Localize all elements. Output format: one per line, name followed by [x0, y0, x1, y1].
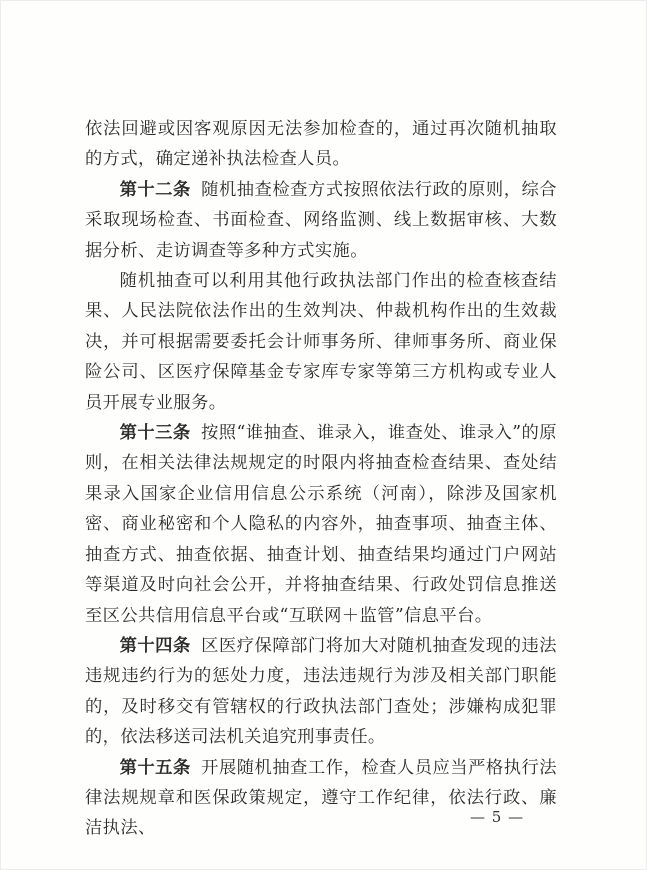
paragraph-article-13	[85, 418, 557, 631]
paragraph-article-12	[85, 175, 557, 266]
paragraph-1-text: 依法回避或因客观原因无法参加检查的，通过再次随机抽取的方式，确定递补执法检查人员。	[85, 119, 557, 170]
paragraph-article-15	[85, 753, 557, 844]
article-12-text: 随机抽查检查方式按照依法行政的原则，综合采取现场检查、书面检查、网络监测、线上数据审核、大数据分析、走访调查等多种方式实施。	[85, 179, 557, 261]
article-14-heading: 第十四条	[119, 635, 191, 656]
article-12-heading: 第十二条	[119, 179, 191, 200]
article-13-text: 按照“谁抽查、谁录入，谁查处、谁录入”的原则，在相关法律法规规定的时限内将抽查检查结果、查处结果录入国家企业信用信息公示系统（河南），除涉及国家机密、商业秘密和个人隐私的内容外，抽查事项、抽查主体、抽查方式、抽查依据、抽查计划、抽查结果均通过门户网站等渠道及时向社会公开，并将抽查结果、行政处罚信息推送至区公共信用信息平台或“互联网＋监管”信息平台。	[85, 423, 557, 626]
paragraph-3	[85, 266, 557, 418]
document-body	[85, 114, 557, 844]
paragraph-1	[85, 114, 557, 175]
article-15-heading: 第十五条	[119, 757, 191, 778]
page-number: — 5 —	[470, 808, 525, 826]
paragraph-article-14	[85, 631, 557, 753]
article-13-heading: 第十三条	[119, 423, 191, 444]
paragraph-3-text: 随机抽查可以利用其他行政执法部门作出的检查核查结果、人民法院依法作出的生效判决、仲裁机构作出的生效裁决，并可根据需要委托会计师事务所、律师事务所、商业保险公司、区医疗保障基金专家库专家等第三方机构或专业人员开展专业服务。	[85, 271, 557, 413]
article-14-text: 区医疗保障部门将加大对随机抽查发现的违法违规违约行为的惩处力度，违法违规行为涉及相关部门职能的，及时移交有管辖权的行政执法部门查处；涉嫌构成犯罪的，依法移送司法机关追究刑事责任。	[85, 635, 557, 748]
article-15-text: 开展随机抽查工作，检查人员应当严格执行法律法规规章和医保政策规定，遵守工作纪律，依法行政、廉洁执法、	[85, 757, 557, 839]
